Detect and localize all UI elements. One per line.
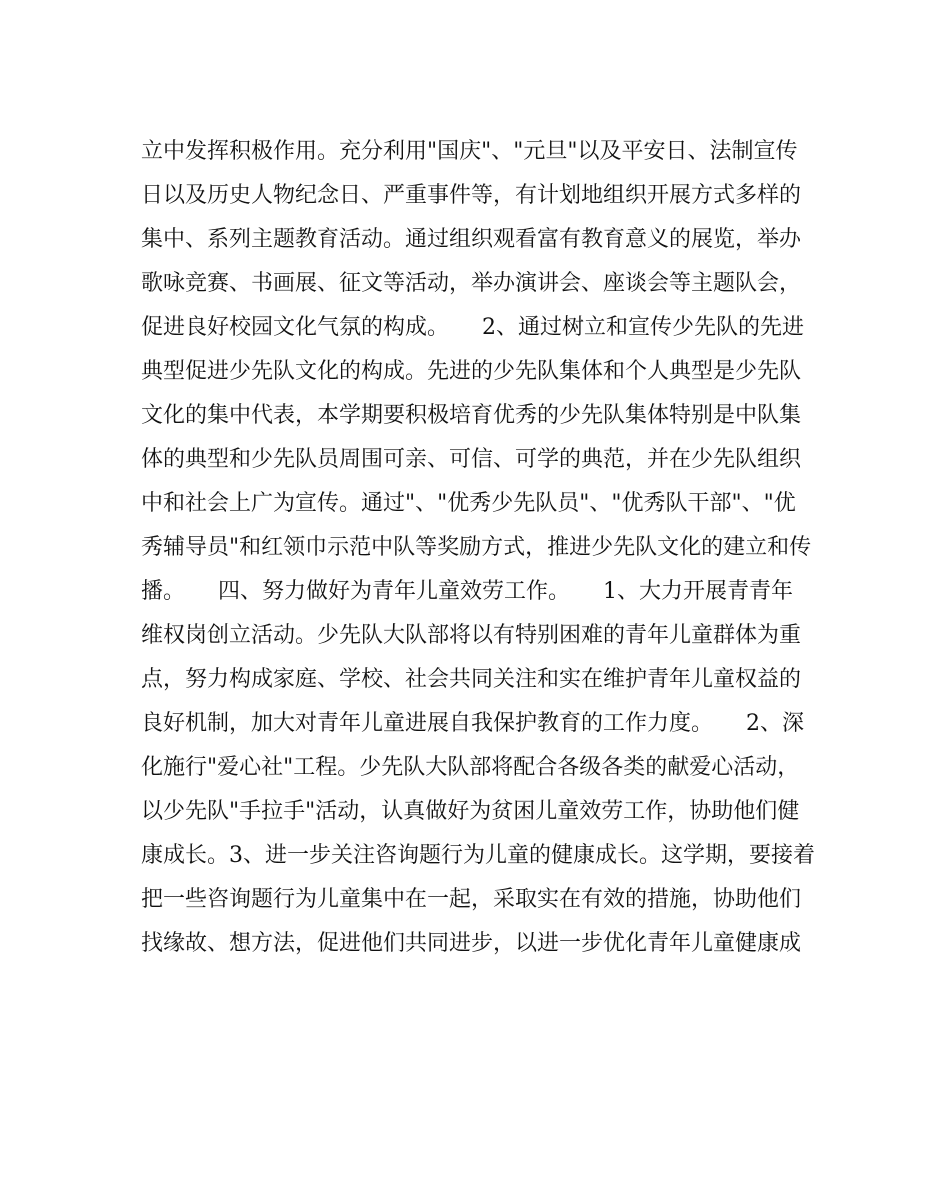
text-line: 康成长。3、进一步关注咨询题行为儿童的健康成长。这学期，要接着 [141, 843, 815, 868]
text-line: 歌咏竞赛、书画展、征文等活动，举办演讲会、座谈会等主题队会， [141, 271, 802, 296]
text-line: 文化的集中代表，本学期要积极培育优秀的少先队集体特别是中队集 [141, 403, 802, 428]
text-line: 秀辅导员"和红领巾示范中队等奖励方式，推进少先队文化的建立和传 [141, 535, 812, 560]
text-line: 播。 四、努力做好为青年儿童效劳工作。 1、大力开展青青年 [141, 579, 793, 604]
text-line: 中和社会上广为宣传。通过"、"优秀少先队员"、"优秀队干部"、"优 [141, 491, 796, 516]
text-line: 以少先队"手拉手"活动，认真做好为贫困儿童效劳工作，协助他们健 [141, 799, 800, 824]
text-line: 化施行"爱心社"工程。少先队大队部将配合各级各类的献爱心活动， [141, 755, 800, 780]
text-line: 促进良好校园文化气氛的构成。 2、通过树立和宣传少先队的先进 [141, 315, 804, 340]
text-line: 找缘故、想方法，促进他们共同进步，以进一步优化青年儿童健康成 [141, 931, 802, 956]
body-text [141, 130, 821, 966]
text-line: 典型促进少先队文化的构成。先进的少先队集体和个人典型是少先队 [141, 359, 802, 384]
text-line: 立中发挥积极作用。充分利用"国庆"、"元旦"以及平安日、法制宣传 [141, 139, 798, 164]
text-line: 维权岗创立活动。少先队大队部将以有特别困难的青年儿童群体为重 [141, 623, 802, 648]
text-line: 体的典型和少先队员周围可亲、可信、可学的典范，并在少先队组织 [141, 447, 802, 472]
text-line: 良好机制，加大对青年儿童进展自我保护教育的工作力度。 2、深 [141, 711, 804, 736]
text-line: 把一些咨询题行为儿童集中在一起，采取实在有效的措施，协助他们 [141, 887, 802, 912]
text-line: 点，努力构成家庭、学校、社会共同关注和实在维护青年儿童权益的 [141, 667, 802, 692]
text-line: 日以及历史人物纪念日、严重事件等，有计划地组织开展方式多样的 [141, 183, 802, 208]
text-line: 集中、系列主题教育活动。通过组织观看富有教育意义的展览，举办 [141, 227, 802, 252]
